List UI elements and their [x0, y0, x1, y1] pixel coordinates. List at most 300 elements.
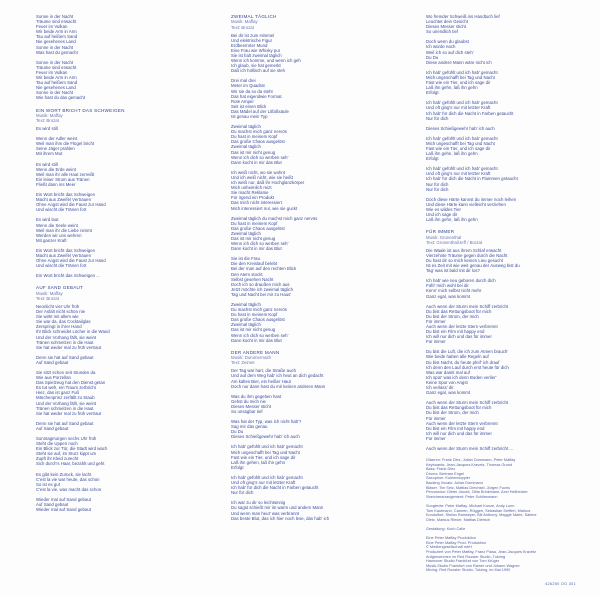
lyric-stanza	[231, 124, 411, 165]
album-credit-line: Saxophon: Kuhlendoppler	[426, 476, 471, 481]
song-block	[426, 229, 600, 451]
lyric-line: Wenn die Seele weint	[36, 222, 78, 228]
lyric-line: Mit ganzer Kraft	[36, 237, 67, 243]
album-credit-line: Bass: Frank Diez	[426, 467, 456, 472]
lyric-stanza	[36, 136, 216, 156]
lyric-line: Was hat der Typ, was ich nicht hab'?	[231, 419, 302, 425]
lyric-stanza	[426, 166, 600, 191]
lyric-line: Das hat eigendwie Format	[231, 93, 282, 99]
lyric-line: Du bist der Strom, der mich	[426, 313, 479, 319]
lyric-line: Laß ihn gehn, laß ihn gehn	[426, 85, 478, 91]
lyric-line: Und oft ging's nur mit letzter Kraft	[426, 171, 491, 177]
lyric-stanza	[36, 304, 216, 350]
credit-line: Musik: Maffay	[231, 19, 258, 25]
lyric-line: Wie aus Porzellan	[36, 375, 71, 381]
lyric-line: Dieses Schießgewehr hab' ich auch	[426, 125, 495, 131]
lyric-line: Sag mir das genau	[231, 424, 268, 430]
lyric-line: Sie hat weder mal zu früh vertraut	[36, 344, 102, 350]
lyric-line: Träume sind erwacht	[36, 64, 77, 70]
lyric-line: Weil man ihm die Flügel bricht	[36, 141, 95, 147]
lyric-stanza	[426, 400, 600, 441]
lyric-line: Nie gesehenes Land	[36, 39, 76, 45]
song-credits	[231, 355, 411, 365]
lyric-line: Wo fremder Schweiß ins Handtuch lief	[426, 14, 500, 19]
lyric-line: Und wenn man heut' was verbrannt	[231, 510, 300, 516]
lyric-stanza	[36, 162, 216, 187]
lyric-line: Es wird laut	[36, 217, 59, 223]
lyric-line: Wie beide haben alle Regeln auf	[426, 354, 489, 360]
lyric-line: Denn sie hat auf Sand gebaut	[36, 420, 94, 426]
album-credit-line: Eine Peter Maffay Prod. Produktion	[426, 540, 487, 545]
lyric-line: Und der Vorhang fällt, sie weint	[36, 334, 97, 340]
lyric-line: Auch wenn der Sturm mein Schiff zerbricht	[426, 303, 509, 309]
lyric-line: Nur für dich	[426, 186, 449, 192]
lyric-line: Sie hat weder mal zu früh vertraut	[36, 410, 102, 416]
lyric-line: Und wischt die Tränen fort	[36, 207, 87, 213]
lyric-stanza	[426, 14, 600, 34]
credit-line: Musik: Maffay	[36, 112, 63, 118]
lyric-line: Ohne Angst wird die Faust zur Hand	[36, 202, 106, 208]
album-credit-line: © Mediengesellschaft mbH	[426, 545, 472, 550]
song-title: AUF SAND GEBAUT	[36, 285, 84, 291]
lyric-line: Werden wir uns wehren	[36, 232, 82, 238]
lyric-line: Die Waale ist aus ihrem Schlaf erwacht	[426, 247, 502, 253]
lyric-line: Seine Jäger prahlen	[36, 146, 75, 152]
lyric-line: Das Spielzeug hat den Dienst getan	[36, 380, 106, 386]
lyric-line: Was hast du gemacht	[36, 49, 78, 55]
lyric-line: Tau auf heißem Sand	[36, 34, 78, 40]
lyric-line: Macht aus Zweifel Vertrauen	[36, 252, 91, 258]
lyric-line: Auch wenn der letzte Stern verbrennt	[426, 324, 498, 329]
lyric-line: Daß ich höllisch auf sie steh	[231, 68, 286, 74]
lyric-line: Ich hab' gefühlt und ich hab' gemacht	[426, 69, 498, 75]
lyric-line: Laß ihn gehn, laß ihn gehn	[426, 217, 478, 223]
lyric-stanza	[36, 217, 216, 242]
lyric-line: Sonne in der Nacht	[36, 90, 74, 96]
lyric-line: Für immer	[426, 435, 446, 441]
lyric-line: Seit ist einen Blick	[231, 103, 267, 109]
lyric-line: Du bist ein Film mit happy end	[426, 425, 485, 431]
lyric-line: Nur für dich	[231, 490, 254, 496]
album-credit-line: Keyboards: Jean-Jacques Kravetz, Thomas Grond	[426, 462, 513, 467]
lyric-line: Sie ist halt zweimal täglich	[231, 52, 282, 58]
lyric-line: Und elektrische Figur	[231, 37, 273, 43]
lyric-line: Doch wenn du glaubst	[426, 39, 469, 45]
album-credit-line: Backing Vocals: Julian Dommann	[426, 481, 483, 486]
column-right	[426, 14, 600, 573]
lyric-line: Und wischt die Tränen fort	[36, 263, 87, 269]
lyric-stanza	[426, 39, 600, 64]
lyric-line: Du bist ein Film mit happy end	[426, 329, 485, 335]
album-credit-line: Drums: Bertram Engel	[426, 471, 464, 476]
lyric-line: Feuer im Vulkan	[36, 24, 68, 30]
lyric-line: Was du ihm gegeben hast	[231, 393, 282, 399]
lyric-line: Dieses Messer sticht	[231, 403, 272, 409]
lyric-stanza	[426, 248, 600, 273]
lyric-line: Auf Sand gebaut	[36, 502, 69, 508]
credit-line: Musik: Dommermuth	[231, 355, 271, 361]
lyric-line: So ist es gut	[36, 481, 60, 487]
lyric-line: Der Tag war hart, die Straße auch	[231, 368, 297, 374]
album-credit-line: Eine Peter Maffay Produktion	[426, 536, 476, 541]
lyric-line: Du bist Nacht, du heute pfeif' ich drauf	[426, 359, 500, 365]
song-block	[36, 108, 216, 279]
lyric-line: Tag' was ist bald mit dir los?	[426, 268, 480, 274]
lyric-line: Doch ich so draußen mich aus	[231, 281, 290, 287]
lyric-line: Fast wie ein Tier, und ich sage dir	[426, 145, 491, 151]
lyric-line: Kenn' mich selbst nicht mehr	[426, 288, 482, 294]
lyric-line: Tränen schmelzen in die Haut	[36, 339, 94, 345]
lyric-line: Dann kocht in mir das Blut	[231, 337, 282, 343]
lyric-line: Ein Wort bricht das Schweigen	[36, 247, 96, 253]
lyric-stanza	[231, 78, 411, 119]
lyric-line: Ist genau mein Typ	[231, 114, 268, 119]
song-credits	[36, 113, 216, 123]
song-credits	[36, 291, 216, 301]
lyric-stanza	[36, 60, 216, 101]
lyric-line: Sie sitzt schon seit Stunden da	[36, 369, 96, 375]
lyric-line: Das beste Blut, das ich hier noch lese, das hab' ich	[231, 515, 330, 521]
lyric-line: Hiez, das ist ganz Fuß	[36, 390, 80, 396]
lyric-line: Ich war zu dir so leichtsinnig	[231, 500, 286, 506]
lyric-line: Zweimal täglich	[231, 302, 261, 307]
lyric-line: Sonne in der Nacht	[36, 14, 74, 19]
catalog-number: 426250 OG 301	[545, 582, 576, 586]
lyric-stanza	[231, 444, 411, 469]
credit-line: Text: Brozat	[36, 118, 59, 123]
lyric-line: Steht sie auf, im Sturz kippt um	[36, 451, 97, 457]
lyric-line: Für immer	[426, 318, 446, 324]
album-credit-line: Kondolfort, Stefan Ramseyer, Bill Anthony, Maggie Marie, Sabine	[426, 513, 537, 518]
lyric-line: Du bist das Rettungsboot für mich	[426, 308, 492, 314]
lyric-line: Den Atem stockt	[231, 271, 263, 277]
album-credit-line: Gestaltung: Koch Calle	[426, 526, 466, 531]
lyric-line: Sie ist die Frau	[231, 256, 260, 262]
lyric-line: Wenn ich dich so werben seh'	[231, 241, 289, 247]
lyric-line: Du sagst schießt mir im warm und andern Mann	[231, 505, 324, 511]
lyric-stanza	[231, 500, 411, 520]
lyric-line: Wie es wildes Tier	[426, 206, 461, 212]
lyric-line: Erdbeerroter Mund	[231, 42, 268, 48]
lyric-line: Es tut weh, ein Traum zerbricht	[36, 385, 96, 391]
lyric-line: Das große Chaos ausgelöst	[231, 225, 285, 231]
album-credit-line: Tom Kaufmann, Carmen, Rüggen, Sebastian Seiffert, Markus	[426, 508, 531, 513]
lyric-line: Träume sind erwacht	[36, 19, 77, 25]
lyric-stanza	[231, 394, 411, 414]
lyric-stanza	[426, 126, 600, 131]
album-credit-line: Musik-Studio Frankfurt von Rainer und Johann Wagner	[426, 563, 520, 568]
credit-line: Musik: Maffay	[36, 290, 63, 296]
lyric-line: Du hast in meinem Kopf	[231, 134, 278, 140]
lyric-line: Und auf dem Weg hab' ich heut an dich gedacht	[231, 373, 324, 379]
lyric-stanza	[36, 126, 216, 131]
album-credit-line: Streicherarrangement: Peter Schliesmann	[426, 494, 498, 499]
lyric-stanza	[231, 302, 411, 343]
lyric-line: Wie hast du das gemacht	[36, 95, 85, 101]
lyric-line: Das Mädel auf der Litfaßsäule	[231, 108, 289, 114]
lyric-line: Tag und Nacht bei mir zu Haus'	[231, 291, 292, 297]
album-credit-line: Bläser: Tim Seiz, Mattias Drechsel, Jürgen Fuchs	[426, 485, 510, 490]
lyric-line: Ich hab' gefühlt und ich hab' gemacht	[426, 135, 498, 141]
lyric-line: Ich glaub, sie hat gemerkt	[231, 63, 281, 69]
lyric-line: Das ist mir nicht genug	[231, 327, 276, 333]
lyric-line: Zerspringt in ihrer Hand	[36, 324, 82, 330]
lyric-line: Steht die Uppen noch	[36, 441, 78, 447]
lyric-line: Ein leiser Strom aus Tränen	[36, 176, 90, 182]
lyric-line: Erfolgt	[231, 464, 244, 470]
lyric-line: Und ich sage dir	[426, 212, 458, 217]
credit-line: Text: Gronenthal/Jeff / Brozat	[426, 239, 483, 245]
lyric-line: Ganz egal, was kommt	[426, 293, 471, 299]
lyric-line: Dieses Schießgewehr hab' ich auch	[231, 434, 300, 440]
lyric-line: Mich ungeschafft bei Tag und Nacht	[426, 140, 495, 146]
lyric-line: Ich hab' gefühlt und ich hab' gemacht	[426, 166, 498, 172]
lyric-stanza	[36, 421, 216, 431]
lyric-line: Neonlicht vier Uhr früh	[36, 303, 80, 309]
lyric-line: Ich verlass' dir	[426, 385, 454, 391]
lyric-line: Ein Wort bricht das Schweigen	[36, 192, 96, 198]
lyric-line: Sie wirkt mit allem wie	[36, 314, 79, 320]
lyric-line: Fühl' mich wohl bei dir	[426, 283, 469, 289]
lyric-stanza	[36, 248, 216, 268]
lyric-line: Das große Chaos ausgelöst	[231, 139, 285, 145]
lyric-line: Dann kocht in mir das Blut	[231, 159, 282, 165]
lyric-line: Mich ungeschafft bei Tag und Nacht	[426, 74, 495, 80]
lyric-line: Du hast in meinem Kopf	[231, 220, 278, 226]
credit-line: Text: Zeimet	[231, 360, 255, 366]
lyric-line: Zweimal täglich	[231, 322, 261, 328]
lyric-line: Nie gesehenes Land	[36, 85, 76, 91]
lyric-line: Eine Frau wie Whisky pur	[231, 47, 281, 53]
album-credit-line: Hannover Studio Frankfurt von Tom Krüger	[426, 559, 500, 564]
lyric-line: Du Du	[426, 54, 439, 60]
lyric-line: Mich ungeschafft bei Tag und Nacht	[231, 449, 300, 455]
album-credit-line: Produziert von Peter Maffay, Franz Plasa, Jean-Jacques Kravetz	[426, 549, 536, 554]
lyric-line: Wenn der Adler weint	[36, 136, 78, 142]
lyric-line: Ich denn den Lauf durch erst heute für dich	[426, 364, 509, 370]
lyric-stanza	[426, 278, 600, 298]
lyric-line: Ich weiß nur, daß ihr Hochglanzkörper	[231, 180, 305, 186]
lyric-line: Erfolgt	[426, 90, 439, 96]
lyric-line: Doch nur dann hast du mir keinen anderen Mann	[231, 383, 326, 389]
lyric-line: Tränen schmelzen in die Haut	[36, 405, 94, 411]
lyric-line: Die den Kreislauf belebt	[231, 261, 278, 267]
lyric-line: Weil man ihr die Liebe nimmt	[36, 227, 92, 233]
lyric-line: Zweimal täglich	[231, 144, 261, 150]
lyric-line: Ganz egal, was kommt	[426, 390, 471, 396]
credit-line: Text: Brozat	[36, 295, 59, 301]
lyric-line: Du Du	[231, 429, 244, 435]
lyric-line: Und ich weiß nicht, wie sie heißt	[231, 174, 294, 180]
lyric-line: Weil man ihr alle Haut zerreißt	[36, 171, 95, 177]
song-title: EIN WORT BRICHT DAS SCHWEIGEN	[36, 107, 125, 113]
lyric-line: Märchenprinz zerfällt zu Staub	[36, 395, 95, 401]
lyric-line: Denn sie hat auf Sand gebaut	[36, 354, 94, 360]
lyric-line: Wenn ich dich so werben seh'	[231, 332, 289, 338]
lyric-line: Und der Vorhang fällt, sie weint	[36, 400, 97, 406]
lyric-stanza	[426, 446, 600, 451]
lyric-stanza	[426, 100, 600, 120]
lyric-stanza	[426, 70, 600, 95]
lyric-line: Sonntagmorgen sechs Uhr früh	[36, 436, 97, 441]
lyric-line: Du hast dir so mich keinen Lieu gesucht	[426, 257, 503, 263]
lyric-stanza	[426, 136, 600, 161]
lyric-stanza	[231, 170, 411, 211]
lyric-line: Was war damit mal auf	[426, 369, 470, 375]
lyric-line: Erfolgt	[426, 156, 439, 162]
song-credits	[426, 235, 600, 245]
lyric-line: Dieses Messer sticht	[426, 24, 467, 30]
lyric-line: Das mich nicht interessiert	[231, 200, 282, 206]
lyric-line: Ich hab' wie neu geboren durch dich	[426, 278, 496, 284]
lyric-line: Dann kocht in mir das Blut	[231, 246, 282, 252]
lyric-line: Du bist das Rettungsboot für mich	[426, 405, 492, 411]
song-block	[36, 14, 216, 101]
album-credits	[426, 458, 600, 573]
lyric-line: Bei der man auf den rechten Blick	[231, 266, 297, 272]
lyric-line: C'est la vie war heute, das schon	[36, 476, 100, 482]
lyric-line: Laß ihn gehen, laß ihn gehn	[231, 459, 286, 465]
lyric-line: Ein Blick zur Tür, die Stadt wird wach	[36, 446, 108, 452]
lyric-line: Wir beide Arm in Arm	[36, 29, 77, 35]
lyric-stanza	[231, 256, 411, 297]
lyric-line: Fast wie ein Tier, und ich sage dir	[231, 454, 296, 460]
lyric-line: Wieder mal auf Sand gebaut	[36, 496, 91, 502]
lyric-line: Ich hab' gefühlt und ich hab' gemacht	[231, 444, 303, 450]
lyric-line: Ist es Zeit mit wie weit genau der Ausweg bist du	[426, 263, 520, 269]
lyric-line: Zweimal täglich	[231, 124, 261, 130]
song-block	[36, 285, 216, 512]
lyric-line: Selbst gesehen Nacht	[231, 276, 274, 282]
lyric-line: Sonne in der Nacht	[36, 44, 74, 50]
lyric-line: Sich durch's Haar, bezahlt und geht	[36, 461, 105, 467]
lyric-stanza	[231, 33, 411, 74]
lyric-line: Ich hab' für dich die Nacht in Farben getaucht	[231, 485, 319, 491]
lyric-line: Mich unheimlich reizt	[231, 185, 272, 191]
lyric-line: Rote Ampel	[231, 98, 254, 104]
lyric-line: C'est la vie, was macht das schon	[36, 486, 102, 492]
lyric-line: Du hast in meinem Kopf	[231, 312, 278, 318]
lyric-stanza	[231, 216, 411, 252]
lyric-line: Sie macht Reklame	[231, 190, 269, 196]
lyric-line: Ihr Blick schneidet Löcher in die Wand	[36, 329, 110, 335]
song-title: ZWEIMAL TÄGLICH	[231, 14, 277, 19]
lyric-line: Das ist mir nicht genug	[231, 149, 276, 155]
lyric-line: Weil ich so auf dich steh'	[426, 49, 474, 55]
lyric-line: Ein Wort bricht das Schweigen ...	[36, 273, 100, 279]
album-credit-line: Percussion: Dieter Jacobi, Gitta Brinkmann, Axel Heilhecker	[426, 490, 528, 495]
album-credit-line: Songtexte: Peter Maffay, Michael Kunze, Andy Lunn	[426, 504, 515, 508]
song-block	[426, 14, 600, 222]
lyric-stanza	[36, 497, 216, 512]
lyric-line: Für immer	[426, 339, 446, 345]
lyric-line: Doch diese Härte kannst du immer noch leihen	[426, 196, 517, 202]
lyric-line: Es wird still	[36, 161, 58, 167]
lyric-line: Zweimal täglich du machst mich ganz nervös	[231, 215, 318, 221]
album-credit-line: Dietz, Markus Rieser, Mattias Dietrich	[426, 517, 491, 522]
lyric-line: Tau auf heißem Sand	[36, 80, 78, 86]
lyric-line: Auch wenn der Sturm mein Schiff zerbricht	[426, 400, 509, 406]
lyric-line: Meter im Quadrat	[231, 83, 265, 89]
lyric-line: Wenn die Erde weint	[36, 166, 76, 172]
lyric-line: Für irgend ein Produkt	[231, 195, 274, 201]
lyric-stanza	[36, 436, 216, 467]
lyric-line: Ich will nur dich und das für immer	[426, 430, 492, 436]
lyric-line: Laß ihn gehn, laß ihn gehn	[426, 151, 478, 157]
lyric-stanza	[426, 197, 600, 222]
lyric-line: Ich spür' was ich denn Boden verlier'	[426, 374, 497, 380]
lyric-line: Bei dir ist zum Himmel	[231, 32, 275, 38]
song-block	[231, 14, 411, 343]
credit-line: Text: Brozat	[231, 24, 254, 30]
lyric-line: Ich würde nach	[426, 44, 456, 50]
lyric-stanza	[231, 475, 411, 495]
lyric-line: So unendlich tief	[426, 29, 459, 35]
lyric-line: Du machst mich ganz nervös	[231, 307, 287, 313]
lyric-line: So unsagbar tief	[231, 409, 263, 414]
lyric-line: Gehst du mich nie	[231, 398, 266, 404]
lyric-line: Ich weiß nicht, wo sie wohnt	[231, 169, 286, 175]
lyric-line: Es gibt kein Zurück, sie lacht	[36, 471, 92, 477]
lyric-line: Das ist mir nicht genug	[231, 235, 276, 241]
lyric-line: Zupft ihr Kleid zurecht	[36, 456, 79, 462]
lyric-line: Zweimal täglich	[231, 230, 261, 236]
lyric-stanza	[36, 355, 216, 365]
lyric-line: Das große Chaos ausgelöst	[231, 317, 285, 323]
lyric-line: Der Asfalt nicht schön nie	[36, 309, 86, 315]
lyric-line: Du bist der Strom, der mich	[426, 410, 479, 416]
lyric-stanza	[231, 419, 411, 439]
lyric-line: Wenn ich komme, und wenn ich geh	[231, 58, 301, 64]
lyric-line: Sie war da, das Cocktailglas	[36, 319, 91, 325]
album-credit-line: Mixing: Red Rooster Studio, Tutzing, im Mai 1990	[426, 568, 511, 573]
lyric-stanza	[426, 349, 600, 395]
lyric-line: Wieder mal auf Sand gebaut	[36, 507, 91, 513]
lyric-stanza	[36, 273, 216, 278]
lyric-line: Du bist die Luft, die ich zum Atmen brauch'	[426, 349, 509, 355]
lyric-line: Ich hab' für dich die Nacht in Flammen getaucht	[426, 176, 518, 182]
lyric-line: Ich hab' gefühlt und ich hab' gemacht	[231, 474, 303, 480]
lyric-line: Es wird still	[36, 126, 58, 132]
lyric-line: Jetzt möchte ich zweimal täglich	[231, 286, 294, 292]
lyric-line: Leuchtet dein Gesicht	[426, 19, 468, 25]
lyric-line: Fast wie ein Tier, und ich sage dir	[426, 80, 491, 86]
lyric-line: Nur für dich	[426, 181, 449, 187]
lyric-line: Und oft ging's nur mit letzter Kraft	[231, 480, 296, 486]
lyric-line: Du machst mich ganz nervös	[231, 129, 287, 135]
lyric-stanza	[36, 192, 216, 212]
lyric-line: Wenn ich dich so werben seh'	[231, 154, 289, 160]
lyric-line: Auf Sand gebaut	[36, 425, 69, 431]
album-credit-line: Aufgenommen im Red Rooster Studio, Tutzing	[426, 554, 506, 559]
lyric-line: Und diese Härte kann vielleicht verziehen	[426, 201, 506, 207]
song-credits	[231, 19, 411, 29]
column-left	[36, 14, 216, 519]
song-block	[231, 350, 411, 521]
column-middle	[231, 14, 411, 528]
song-title: DER ANDERE MANN	[231, 349, 280, 355]
lyric-line: Nur für dich	[426, 115, 449, 121]
lyric-line: Macht aus Zweifel Vertrauen	[36, 197, 91, 203]
lyric-line: Diese andere Mann wäre nicht ich	[426, 59, 492, 65]
lyric-line: Wir sie da so da steht	[231, 88, 273, 94]
lyric-line: Auch wenn der letzte Stern verbrennt	[426, 420, 498, 426]
lyric-line: Auf Sand gebaut	[36, 359, 69, 365]
lyric-line: Feuer im Vulkan	[36, 69, 68, 75]
lyric-line: Mit ihrem Mut	[36, 151, 63, 157]
lyric-line: Keine Spur von Angst	[426, 379, 468, 385]
lyric-line: Am kaltes Bier, ein heißer Haut	[231, 378, 291, 384]
